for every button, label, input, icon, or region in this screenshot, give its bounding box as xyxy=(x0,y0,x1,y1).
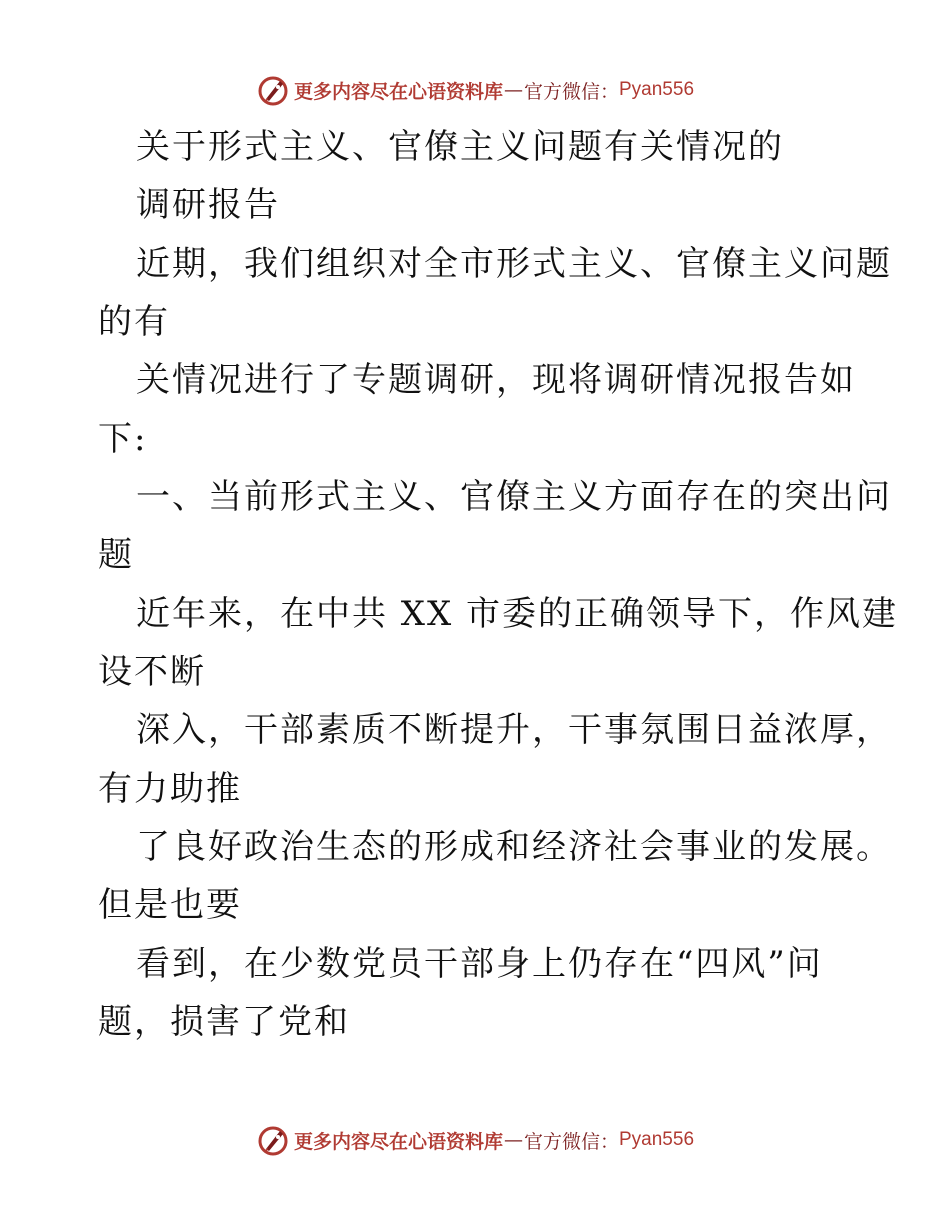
paragraph-line: 看到，在少数党员干部身上仍存在“四风”问 xyxy=(136,944,823,984)
section-heading-line: 题 xyxy=(98,535,134,575)
paragraph-line: 的有 xyxy=(98,302,170,342)
paragraph-line: 设不断 xyxy=(98,652,206,692)
paragraph-line: 但是也要 xyxy=(98,885,242,925)
watermark-dash: — xyxy=(503,79,523,101)
footer-watermark xyxy=(0,1120,950,1160)
header-watermark xyxy=(0,70,950,110)
paragraph-line: 有力助推 xyxy=(98,769,242,809)
paragraph-line: 深入，干部素质不断提升，干事氛围日益浓厚， xyxy=(136,710,892,750)
section-heading-line: 一、当前形式主义、官僚主义方面存在的突出问 xyxy=(136,477,892,517)
watermark-wechat-label: 官方微信： xyxy=(523,1130,619,1153)
watermark-wechat-id: Pyan556 xyxy=(619,79,695,100)
quill-logo-icon xyxy=(256,1123,290,1157)
paragraph-line: 了良好政治生态的形成和经济社会事业的发展。 xyxy=(136,827,892,867)
paragraph-line: 近期，我们组织对全市形式主义、官僚主义问题 xyxy=(136,244,892,284)
paragraph-line: 近年来，在中共 XX 市委的正确领导下，作风建 xyxy=(136,594,899,634)
document-title-line-2: 调研报告 xyxy=(136,185,280,225)
paragraph-line: 下: xyxy=(98,419,148,459)
quill-logo-icon xyxy=(256,73,290,107)
watermark-brand: 更多内容尽在心语资料库 xyxy=(293,1130,503,1153)
paragraph-line: 题，损害了党和 xyxy=(98,1002,350,1042)
paragraph-line: 关情况进行了专题调研，现将调研情况报告如 xyxy=(136,360,856,400)
watermark-wechat-label: 官方微信： xyxy=(523,80,619,103)
watermark-wechat-id: Pyan556 xyxy=(619,1129,695,1150)
watermark-brand: 更多内容尽在心语资料库 xyxy=(293,80,503,103)
watermark-dash: — xyxy=(503,1129,523,1151)
document-title-line-1: 关于形式主义、官僚主义问题有关情况的 xyxy=(136,127,784,167)
